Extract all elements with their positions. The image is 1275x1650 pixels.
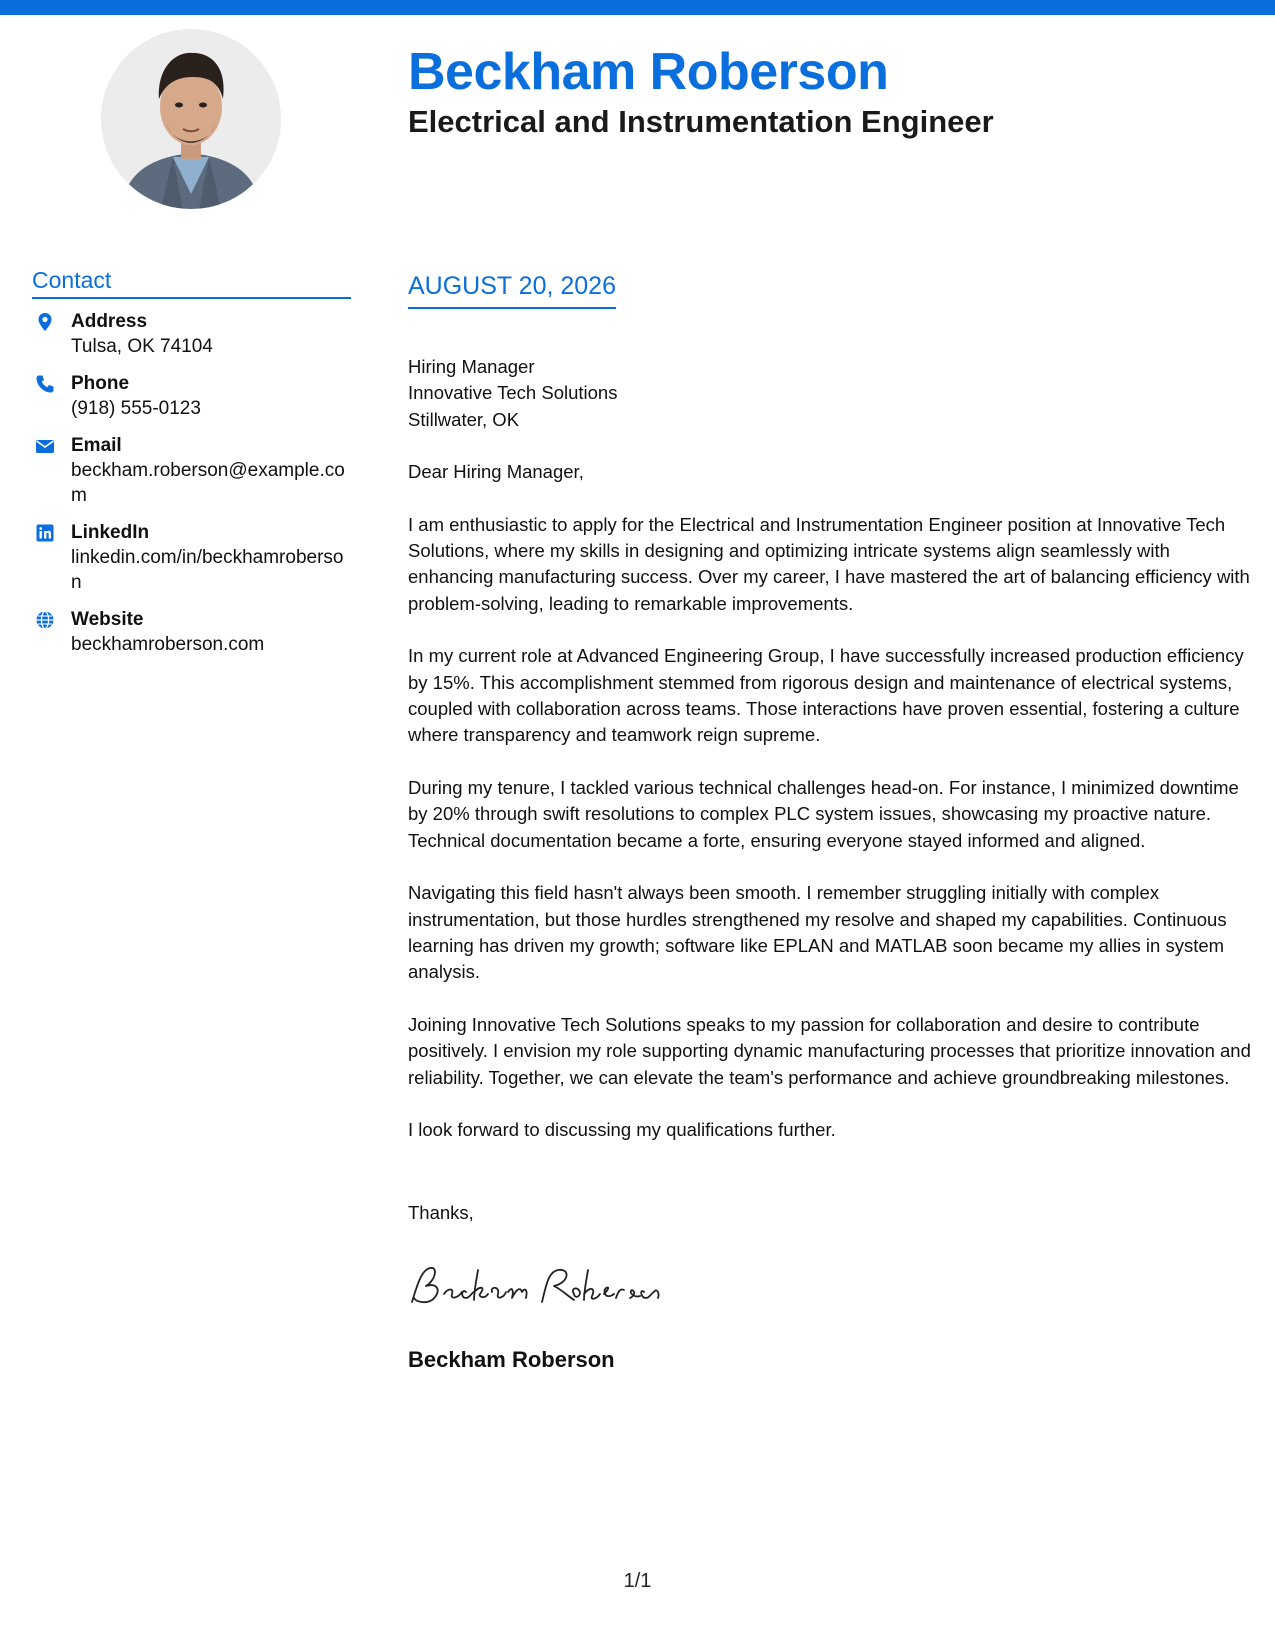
phone-icon	[35, 374, 55, 394]
closing: Thanks,	[408, 1202, 474, 1223]
globe-icon	[35, 610, 55, 630]
body-paragraph: Joining Innovative Tech Solutions speaks to my passion for collaboration and desire to contribute positively. I envision my role supporting dynamic manufacturing processes that prioritize innovation and reliability. Together, we can elevate the team's performance and achieve groundbreaking milestones.	[408, 1013, 1251, 1088]
contact-email	[32, 433, 352, 508]
contact-label: Email	[71, 435, 122, 456]
contact-list	[32, 309, 352, 669]
body-paragraph: During my tenure, I tackled various technical challenges head-on. For instance, I minimized downtime by 20% through swift resolutions to complex PLC system issues, showcasing my proactive nature. Technical documentation became a forte, ensuring everyone stayed informed and aligned.	[408, 776, 1239, 851]
top-accent-bar	[0, 0, 1275, 15]
contact-label: Phone	[71, 373, 130, 394]
contact-label: LinkedIn	[71, 522, 150, 543]
body-paragraph: I am enthusiastic to apply for the Electrical and Instrumentation Engineer position at Innovative Tech Solutions, where my skills in designing and optimizing intricate systems align seamlessly with enhancing manufacturing success. Over my career, I have mastered the art of balancing efficiency with problem-solving, leading to remarkable improvements.	[408, 513, 1250, 614]
contact-label: Address	[71, 311, 148, 332]
linkedin-icon	[35, 523, 55, 543]
recipient-line: Hiring Manager	[408, 356, 535, 377]
salutation: Dear Hiring Manager,	[408, 461, 584, 483]
job-title: Electrical and Instrumentation Engineer	[408, 104, 994, 139]
letter-body	[408, 328, 1253, 1169]
body-paragraph: Navigating this field hasn't always been smooth. I remember struggling initially with complex instrumentation, but those hurdles strengthened my resolve and shaped my capabilities. Continuous learning has driven my growth; software like EPLAN and MATLAB soon became my allies in system analysis.	[408, 882, 1227, 983]
contact-linkedin	[32, 520, 352, 595]
contact-label: Website	[71, 609, 144, 630]
envelope-icon	[35, 436, 55, 456]
contact-heading: Contact	[32, 266, 351, 299]
contact-value: beckhamroberson.com	[71, 634, 265, 655]
profile-photo	[101, 29, 281, 209]
contact-address	[32, 309, 352, 359]
portrait-illustration	[101, 29, 281, 209]
contact-value: (918) 555-0123	[71, 398, 201, 419]
letter-date: AUGUST 20, 2026	[408, 271, 616, 309]
contact-value: linkedin.com/in/beckhamroberson	[71, 547, 344, 593]
contact-website	[32, 607, 352, 657]
applicant-name: Beckham Roberson	[408, 43, 889, 101]
handwritten-signature	[408, 1262, 668, 1308]
signed-name: Beckham Roberson	[408, 1347, 615, 1372]
recipient-line: Stillwater, OK	[408, 408, 520, 430]
contact-value: beckham.roberson@example.com	[71, 460, 345, 506]
page-number: 1/1	[623, 1570, 652, 1592]
contact-phone	[32, 371, 352, 421]
contact-value: Tulsa, OK 74104	[71, 336, 213, 357]
location-pin-icon	[35, 312, 55, 332]
recipient-line: Innovative Tech Solutions	[408, 382, 618, 404]
body-paragraph: In my current role at Advanced Engineering Group, I have successfully increased production efficiency by 15%. This accomplishment stemmed from rigorous design and maintenance of electrical systems, coupled with collaboration across teams. Those interactions have proven essential, fostering a culture where transparency and teamwork reign supreme.	[408, 645, 1244, 746]
body-paragraph: I look forward to discussing my qualifications further.	[408, 1118, 836, 1140]
